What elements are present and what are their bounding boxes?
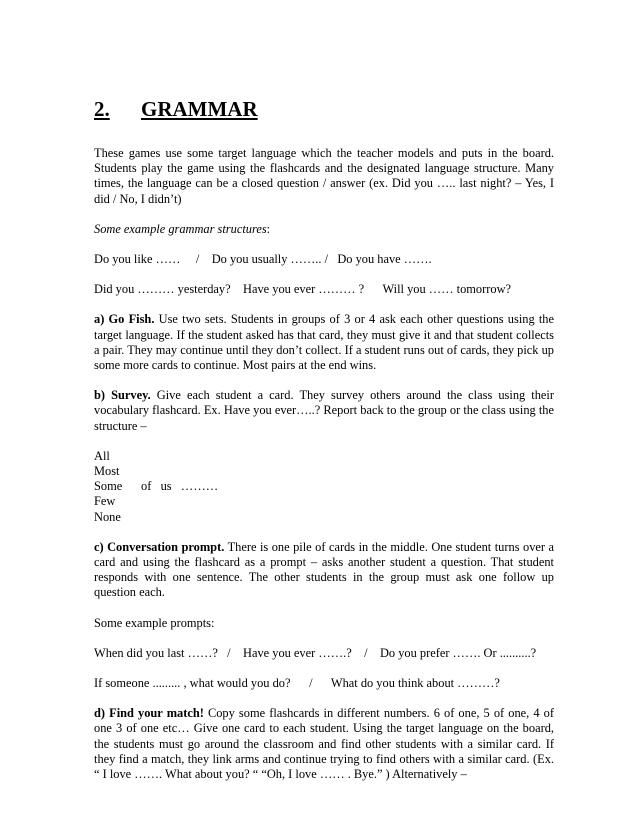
prompt-example-line-2: If someone ......... , what would you do? / What do you think about ………? [94,676,500,691]
structures-colon: : [266,221,271,236]
game-b-text: Give each student a card. They survey others around the class using their vocabulary flashcard. Ex. Have you ever…..? Report back to the group or the class using the structure – [94,388,554,433]
prompts-label: Some example prompts: [94,615,215,630]
structure-example-line-2: Did you ……… yesterday? Have you ever ……… ? Will you …… tomorrow? [94,282,512,297]
game-c-text: There is one pile of cards in the middle. One student turns over a card and using the flashcard as a prompt – asks another student a question. That student responds with one sentence. The other students in the group must ask one follow up question each. [94,539,555,600]
game-b-paragraph [94,388,554,434]
quantifier-most: Most [94,464,120,479]
quantifier-list [94,449,554,525]
game-d-paragraph [94,706,554,782]
document-content [94,96,554,797]
game-b-label: b) Survey. [94,388,151,403]
game-a-label: a) Go Fish. [94,312,155,327]
quantifier-some: Some [94,479,123,494]
game-d-text: Copy some flashcards in different numbers. 6 of one, 5 of one, 4 of one 3 of one etc… Give one card to each student. Using the target language on the board, the students must go around the classroom and find other students with a similar card. If they find a match, they link arms and continue trying to find others with a similar card. (Ex. “ I love ……. What about you? “ “Oh, I love …… . Bye.” ) Alternatively – [94,706,554,782]
game-c-label: c) Conversation prompt. [94,539,225,554]
game-a-paragraph [94,312,554,373]
intro-paragraph: These games use some target language which the teacher models and puts in the board. Students play the game using the flashcards and the designated language structure. Many times, the language can be a closed question / answer (ex. Did you ….. last night? – Yes, I did / No, I didn’t) [94,146,554,206]
section-title: GRAMMAR [141,97,258,121]
structures-label-line [94,222,554,237]
game-a-text: Use two sets. Students in groups of 3 or 4 ask each other questions using the target language. If the student asked has that card, they must give it and that student collects a pair. They may continue until they don’t collect. If a student runs out of cards, they pick up some more cards to continue. Most pairs at the end wins. [94,312,555,373]
quantifier-some-row [94,479,554,494]
quantifier-all: All [94,448,110,463]
quantifier-of-us: of us ……… [141,479,219,494]
game-c-paragraph [94,540,554,601]
section-number: 2. [94,97,110,121]
quantifier-none: None [94,509,121,524]
game-d-label: d) Find your match! [94,706,204,721]
structures-label: Some example grammar structures [94,221,267,236]
section-heading [94,96,554,122]
prompt-example-line-1: When did you last ……? / Have you ever …….? / Do you prefer ……. Or ..........? [94,645,537,660]
quantifier-few: Few [94,494,116,509]
structure-example-line-1: Do you like …… / Do you usually …….. / Do you have ……. [94,252,432,267]
